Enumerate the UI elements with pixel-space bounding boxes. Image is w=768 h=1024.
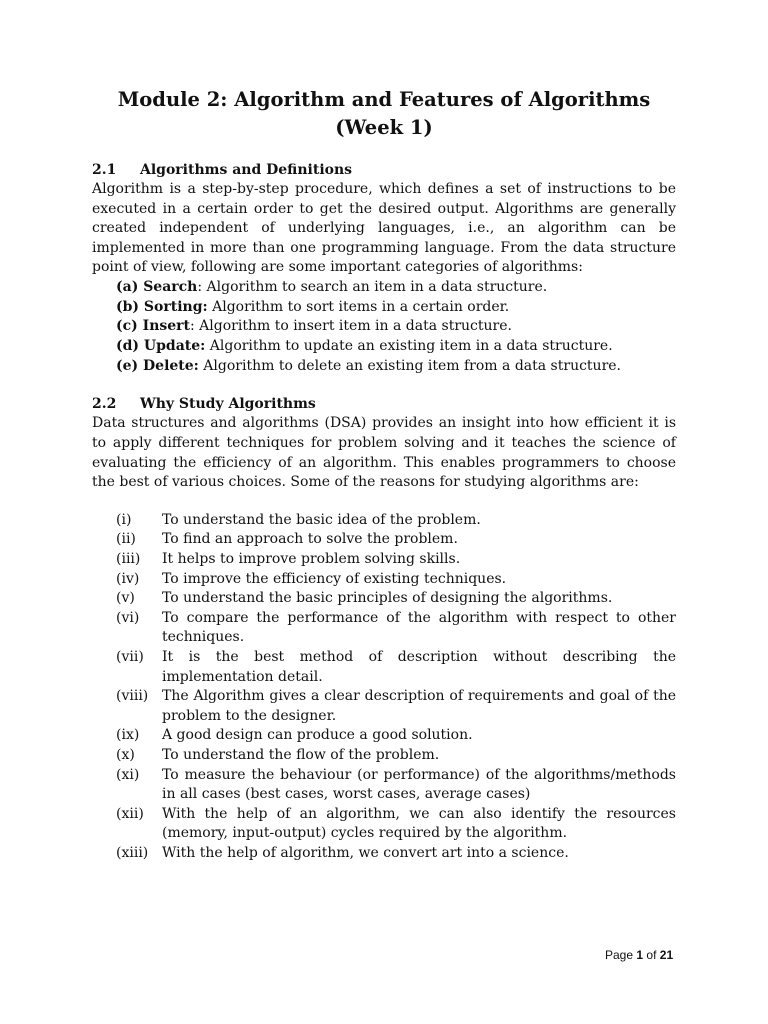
page-number-footer bbox=[605, 948, 673, 962]
category-label: (a) Search bbox=[116, 278, 198, 295]
reasons-list bbox=[92, 511, 676, 864]
category-text: Algorithm to update an existing item in a data structure. bbox=[205, 338, 613, 355]
list-item bbox=[92, 609, 676, 648]
title-line-2: (Week 1) bbox=[335, 116, 433, 139]
list-item bbox=[116, 298, 676, 318]
category-label: (c) Insert bbox=[116, 318, 191, 335]
reason-text: To understand the basic principles of designing the algorithms. bbox=[162, 590, 613, 607]
reason-text: To find an approach to solve the problem. bbox=[162, 531, 458, 548]
section-number: 2.2 bbox=[92, 396, 117, 413]
total-pages: 21 bbox=[659, 948, 674, 962]
reason-number: (xi) bbox=[116, 766, 140, 783]
reason-number: (i) bbox=[116, 511, 132, 528]
reason-text: With the help of an algorithm, we can also identify the resources (memory, input-output) cycles required by the algorithm. bbox=[162, 805, 676, 842]
list-item bbox=[92, 570, 676, 590]
list-item bbox=[92, 589, 676, 609]
category-list bbox=[92, 278, 676, 377]
list-item bbox=[116, 278, 676, 298]
reason-number: (vii) bbox=[116, 649, 144, 666]
list-item bbox=[92, 511, 676, 531]
reason-text: To understand the flow of the problem. bbox=[162, 746, 440, 763]
reason-text: To understand the basic idea of the problem. bbox=[162, 511, 481, 528]
list-item bbox=[92, 550, 676, 570]
list-item bbox=[92, 805, 676, 844]
section-2-2-paragraph: Data structures and algorithms (DSA) provides an insight into how efficient it is to apply different techniques for problem solving and it teaches the science of evaluating the efficiency of an algorithm. This enables programmers to choose the best of various choices. Some of the reasons for studying algorithms are: bbox=[92, 415, 676, 491]
section-title: Algorithms and Definitions bbox=[140, 162, 353, 178]
section-number: 2.1 bbox=[92, 162, 117, 178]
section-2-2-heading bbox=[92, 394, 676, 414]
reason-text: A good design can produce a good solution. bbox=[162, 727, 473, 744]
list-item bbox=[116, 337, 676, 357]
list-item bbox=[116, 357, 676, 377]
list-item bbox=[92, 726, 676, 746]
list-item bbox=[92, 530, 676, 550]
reason-number: (ix) bbox=[116, 727, 140, 744]
reason-number: (xiii) bbox=[116, 844, 149, 861]
reason-number: (viii) bbox=[116, 688, 149, 705]
category-text: Algorithm to delete an existing item from a data structure. bbox=[198, 357, 621, 374]
category-text: : Algorithm to insert item in a data structure. bbox=[190, 318, 512, 335]
reason-number: (iii) bbox=[116, 551, 141, 568]
list-item bbox=[92, 844, 676, 864]
list-item bbox=[92, 687, 676, 726]
reason-text: The Algorithm gives a clear description of requirements and goal of the problem to the designer. bbox=[162, 688, 676, 724]
document-page bbox=[92, 86, 676, 864]
reason-number: (x) bbox=[116, 746, 135, 763]
list-item bbox=[92, 766, 676, 805]
title-line-1: Module 2: Algorithm and Features of Algorithms bbox=[117, 88, 651, 111]
category-label: (e) Delete: bbox=[116, 357, 199, 374]
section-2-1-heading bbox=[92, 160, 676, 180]
reason-text: It is the best method of description without describing the implementation detail. bbox=[162, 649, 676, 685]
reason-number: (v) bbox=[116, 590, 135, 607]
category-label: (d) Update: bbox=[116, 338, 206, 355]
list-item bbox=[92, 746, 676, 766]
current-page: 1 bbox=[636, 948, 644, 962]
reason-number: (vi) bbox=[116, 609, 140, 626]
document-title bbox=[92, 86, 676, 142]
reason-text: With the help of algorithm, we convert art into a science. bbox=[162, 844, 569, 861]
page-word: Page bbox=[605, 948, 634, 962]
category-text: Algorithm to sort items in a certain order. bbox=[207, 298, 510, 315]
category-text: : Algorithm to search an item in a data structure. bbox=[197, 278, 548, 295]
list-item bbox=[116, 317, 676, 337]
reason-number: (iv) bbox=[116, 570, 140, 587]
reason-text: To compare the performance of the algorithm with respect to other techniques. bbox=[162, 609, 676, 646]
reason-text: To measure the behaviour (or performance) of the algorithms/methods in all cases (best cases, worst cases, average cases) bbox=[162, 766, 676, 803]
reason-number: (xii) bbox=[116, 805, 144, 822]
list-item bbox=[92, 648, 676, 687]
section-title: Why Study Algorithms bbox=[140, 396, 316, 413]
of-word: of bbox=[646, 948, 657, 962]
section-2-1-paragraph: Algorithm is a step-by-step procedure, which defines a set of instructions to be executed in a certain order to get the desired output. Algorithms are generally created independent of underlying languages, i.e., an algorithm can be implemented in more than one programming language. From the data structure point of view, following are some important categories of algorithms: bbox=[92, 181, 676, 276]
category-label: (b) Sorting: bbox=[116, 298, 208, 315]
reason-text: It helps to improve problem solving skills. bbox=[162, 551, 461, 568]
reason-text: To improve the efficiency of existing techniques. bbox=[162, 570, 507, 587]
reason-number: (ii) bbox=[116, 531, 136, 548]
